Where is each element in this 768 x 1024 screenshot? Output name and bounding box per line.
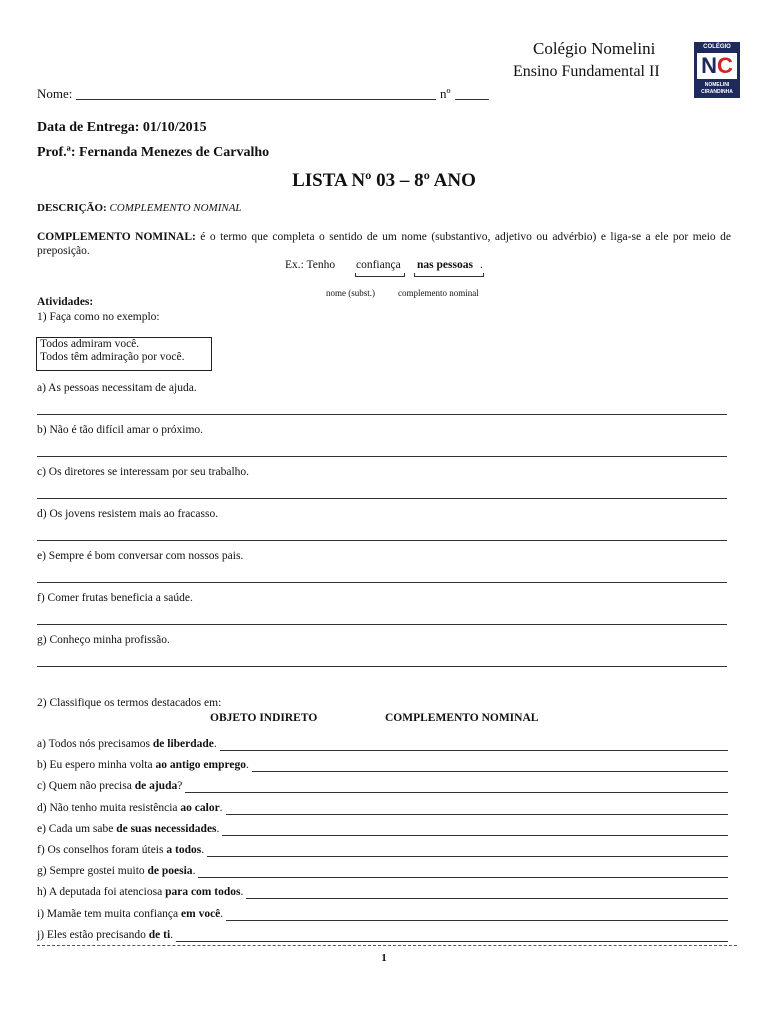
- q2-item-term: de poesia: [147, 865, 193, 877]
- example-prefix: Ex.: Tenho: [285, 259, 336, 271]
- q2-item-punct: ?: [177, 780, 183, 792]
- q1-item-e: e) Sempre é bom conversar com nossos pais.: [37, 550, 244, 562]
- q2-item: [37, 929, 173, 941]
- page-number: 1: [381, 952, 387, 964]
- q2-answer-line[interactable]: [226, 920, 728, 921]
- q2-item-text: e) Cada um sabe: [37, 823, 117, 835]
- school-name: Colégio Nomelini: [533, 39, 656, 58]
- q2-item: [37, 823, 219, 835]
- q2-column-objeto-indireto: OBJETO INDIRETO: [210, 712, 318, 724]
- noun-note: nome (subst.): [326, 288, 375, 298]
- q2-item-text: c) Quem não precisa: [37, 780, 135, 792]
- q2-item-text: i) Mamãe tem muita confiança: [37, 908, 182, 920]
- page-title: LISTA Nº 03 – 8º ANO: [292, 170, 476, 191]
- q1-prompt: 1) Faça como no exemplo:: [37, 311, 160, 323]
- q2-item-text: b) Eu espero minha volta: [37, 759, 156, 771]
- logo-bottom-text-2: CIRANDINHA: [701, 89, 733, 95]
- q2-item-punct: .: [213, 738, 217, 750]
- logo-letter-c: C: [717, 53, 733, 78]
- description-label: DESCRIÇÃO:: [37, 202, 107, 214]
- q1-answer-c[interactable]: [37, 498, 727, 499]
- q2-item-punct: .: [220, 908, 224, 920]
- example-complement: nas pessoas: [417, 259, 473, 271]
- q2-item-term: de ajuda: [134, 780, 178, 792]
- q2-answer-line[interactable]: [220, 750, 728, 751]
- q2-item-term: ao antigo emprego: [155, 759, 246, 771]
- logo-letter-n: N: [701, 53, 717, 78]
- q2-answer-line[interactable]: [252, 771, 728, 772]
- q2-answer-line[interactable]: [176, 941, 728, 942]
- q2-item-punct: .: [201, 844, 205, 856]
- q1-item-g: g) Conheço minha profissão.: [37, 634, 170, 646]
- model-line-1: Todos admiram você.: [40, 338, 140, 350]
- school-logo: [694, 42, 740, 98]
- q2-item-term: de ti: [148, 929, 171, 941]
- q2-answer-line[interactable]: [226, 814, 728, 815]
- q2-answer-line[interactable]: [207, 856, 728, 857]
- school-level: Ensino Fundamental II: [513, 63, 660, 80]
- q2-prompt: 2) Classifique os termos destacados em:: [37, 697, 222, 709]
- footer-rule: [37, 945, 737, 946]
- model-line-2: Todos têm admiração por você.: [40, 351, 185, 363]
- q2-item-punct: .: [246, 759, 249, 771]
- q2-item: [37, 738, 217, 750]
- complement-brace: [414, 273, 484, 277]
- teacher-name: Prof.ª: Fernanda Menezes de Carvalho: [37, 145, 270, 160]
- q2-item-text: j) Eles estão precisando: [37, 929, 149, 941]
- activities-heading: Atividades:: [37, 296, 94, 308]
- q2-item-text: f) Os conselhos foram úteis: [37, 844, 167, 856]
- example-noun: confiança: [356, 259, 401, 271]
- q2-item-punct: .: [170, 929, 174, 941]
- logo-bottom-text-1: NOMELINI: [704, 82, 730, 88]
- definition-text: é o termo que completa o sentido de um nome (substantivo, adjetivo ou advérbio) e liga-se a ele por meio de preposição.: [37, 231, 731, 257]
- q2-item-punct: .: [219, 802, 223, 814]
- q2-answer-line[interactable]: [246, 898, 728, 899]
- q2-column-complemento-nominal: COMPLEMENTO NOMINAL: [385, 712, 539, 724]
- q2-item-punct: .: [216, 823, 220, 835]
- q2-item-punct: .: [240, 886, 244, 898]
- q2-item: [37, 886, 243, 898]
- q2-item-text: a) Todos nós precisamos: [37, 738, 153, 750]
- q1-answer-b[interactable]: [37, 456, 727, 457]
- name-label: Nome:: [37, 86, 73, 101]
- model-box: [36, 337, 212, 371]
- q1-answer-f[interactable]: [37, 624, 727, 625]
- description-value: COMPLEMENTO NOMINAL: [109, 202, 242, 214]
- number-field[interactable]: [455, 99, 489, 100]
- q2-item-term: de suas necessidades: [116, 823, 217, 835]
- q2-item-text: h) A deputada foi atenciosa: [37, 886, 166, 898]
- q2-item-term: para com todos: [165, 886, 241, 898]
- complement-note: complemento nominal: [398, 288, 479, 298]
- q2-item-text: g) Sempre gostei muito: [37, 865, 148, 877]
- q1-item-a: a) As pessoas necessitam de ajuda.: [37, 382, 197, 394]
- definition-term: COMPLEMENTO NOMINAL:: [37, 231, 196, 243]
- q2-answer-line[interactable]: [198, 877, 728, 878]
- q2-item: [37, 780, 182, 792]
- q2-item: [37, 802, 223, 814]
- q2-item: [37, 865, 195, 877]
- number-label: nº: [440, 86, 451, 101]
- q2-item: [37, 759, 249, 771]
- example-end: .: [480, 259, 483, 271]
- q2-item-term: de liberdade: [152, 738, 214, 750]
- q2-item: [37, 844, 204, 856]
- q1-item-c: c) Os diretores se interessam por seu trabalho.: [37, 466, 250, 478]
- q2-item-term: a todos: [166, 844, 202, 856]
- logo-letters: [697, 53, 737, 79]
- q2-item-text: d) Não tenho muita resistência: [37, 802, 181, 814]
- q1-answer-a[interactable]: [37, 414, 727, 415]
- q2-answer-line[interactable]: [222, 835, 728, 836]
- q1-item-b: b) Não é tão difícil amar o próximo.: [37, 424, 204, 436]
- q2-item-term: em você: [181, 908, 221, 920]
- q1-answer-e[interactable]: [37, 582, 727, 583]
- description: [37, 202, 242, 214]
- q1-item-d: d) Os jovens resistem mais ao fracasso.: [37, 508, 219, 520]
- name-field[interactable]: [76, 99, 436, 100]
- q2-item: [37, 908, 223, 920]
- definition-paragraph: [37, 230, 731, 258]
- q1-answer-g[interactable]: [37, 666, 727, 667]
- q1-item-f: f) Comer frutas beneficia a saúde.: [37, 592, 193, 604]
- q2-item-term: ao calor: [180, 802, 220, 814]
- q2-item-punct: .: [192, 865, 196, 877]
- logo-top-text: COLÉGIO: [703, 44, 731, 50]
- noun-brace: [355, 273, 405, 277]
- q2-answer-line[interactable]: [185, 792, 728, 793]
- delivery-date: Data de Entrega: 01/10/2015: [37, 120, 207, 135]
- q1-answer-d[interactable]: [37, 540, 727, 541]
